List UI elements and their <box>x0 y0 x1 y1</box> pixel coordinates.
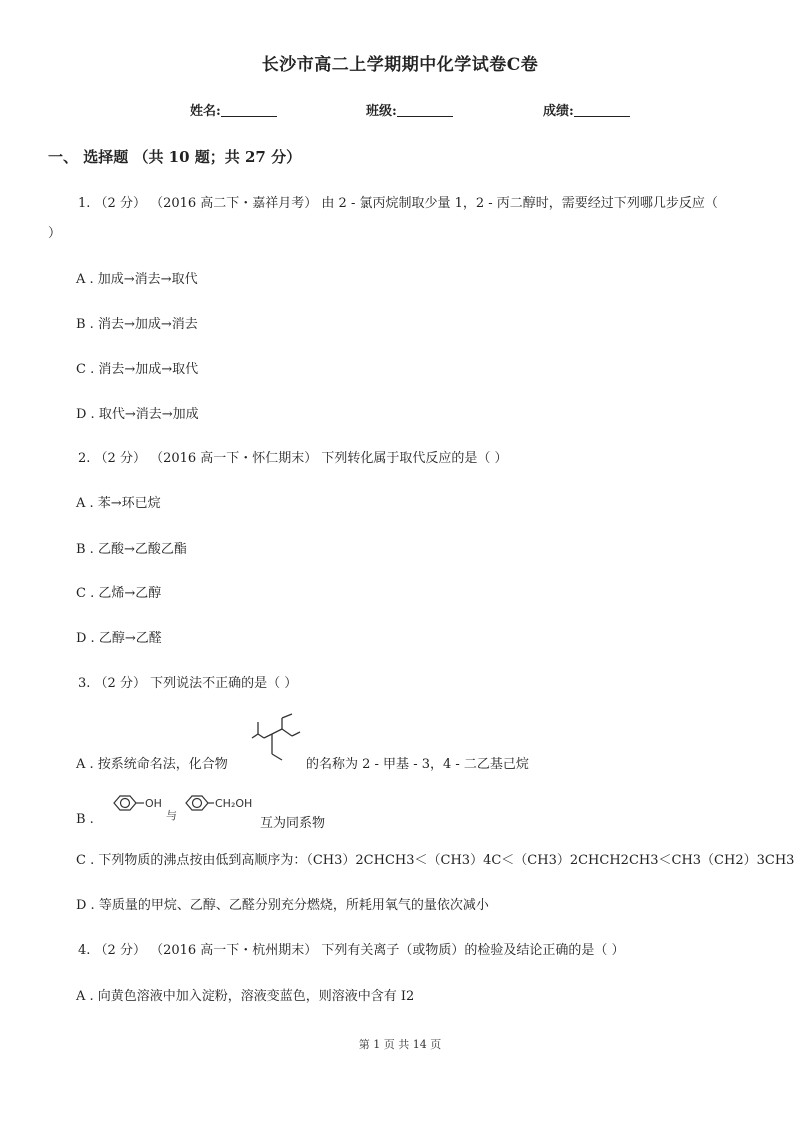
and-connector: 与 <box>166 809 177 822</box>
oh-label: OH <box>145 797 162 810</box>
question-3-option-c: C . 下列物质的沸点按由低到高顺序为：（CH3）2CHCH3＜（CH3）4C＜（CH3）2CHCH2CH3＜CH3（CH2）3CH3 <box>76 853 795 868</box>
score-field <box>543 100 630 119</box>
question-4-option-a: A . 向黄色溶液中加入淀粉，溶液变蓝色，则溶液中含有 I2 <box>76 989 415 1004</box>
question-1-option-d: D . 取代→消去→加成 <box>76 407 199 422</box>
skeletal-formula-image <box>248 712 308 772</box>
question-1-option-c: C . 消去→加成→取代 <box>76 362 199 377</box>
question-1-stem-cont: ） <box>48 226 62 241</box>
question-3-option-d: D . 等质量的甲烷、乙醇、乙醛分别充分燃烧，所耗用氧气的量依次减小 <box>76 898 489 913</box>
score-label: 成绩: <box>543 104 574 119</box>
page-title: 长沙市高二上学期期中化学试卷C卷 <box>261 55 539 75</box>
name-label: 姓名: <box>190 104 221 119</box>
question-2-option-c: C . 乙烯→乙醇 <box>76 586 162 601</box>
phenol-benzyl-alcohol-structures <box>106 790 262 824</box>
name-field <box>190 100 277 119</box>
question-3-option-b-prefix: B . <box>76 812 94 827</box>
question-4-stem: 4. （2 分） （2016 高一下・杭州期末） 下列有关离子（或物质）的检验及结论正确的是（ ） <box>78 943 625 958</box>
question-3-option-a-prefix: A . 按系统命名法，化合物 <box>76 757 228 772</box>
question-1-option-b: B . 消去→加成→消去 <box>76 317 198 332</box>
question-2-option-a: A . 苯→环已烷 <box>76 496 161 511</box>
question-3-option-a-suffix: 的名称为 2 - 甲基 - 3，4 - 二乙基己烷 <box>306 757 529 772</box>
ch2oh-label: CH₂OH <box>215 797 253 810</box>
question-2-option-b: B . 乙酸→乙酸乙酯 <box>76 542 187 557</box>
question-2-stem: 2. （2 分） （2016 高一下・怀仁期末） 下列转化属于取代反应的是（ ） <box>78 451 508 466</box>
page-footer: 第 1 页 共 14 页 <box>358 1038 442 1051</box>
question-3-stem: 3. （2 分） 下列说法不正确的是（ ） <box>78 676 298 691</box>
question-2-option-d: D . 乙醇→乙醛 <box>76 631 162 646</box>
score-blank <box>574 103 630 117</box>
name-blank <box>221 103 277 117</box>
class-blank <box>397 103 453 117</box>
question-1-stem: 1. （2 分） （2016 高二下・嘉祥月考） 由 2 - 氯丙烷制取少量 1，2 - 丙二醇时，需要经过下列哪几步反应（ <box>78 196 718 211</box>
class-label: 班级: <box>366 104 397 119</box>
class-field <box>366 100 453 119</box>
section-heading: 一、 选择题 （共 10 题；共 27 分） <box>48 148 302 166</box>
question-1-option-a: A . 加成→消去→取代 <box>76 272 198 287</box>
question-3-option-b-suffix: 互为同系物 <box>260 816 326 831</box>
